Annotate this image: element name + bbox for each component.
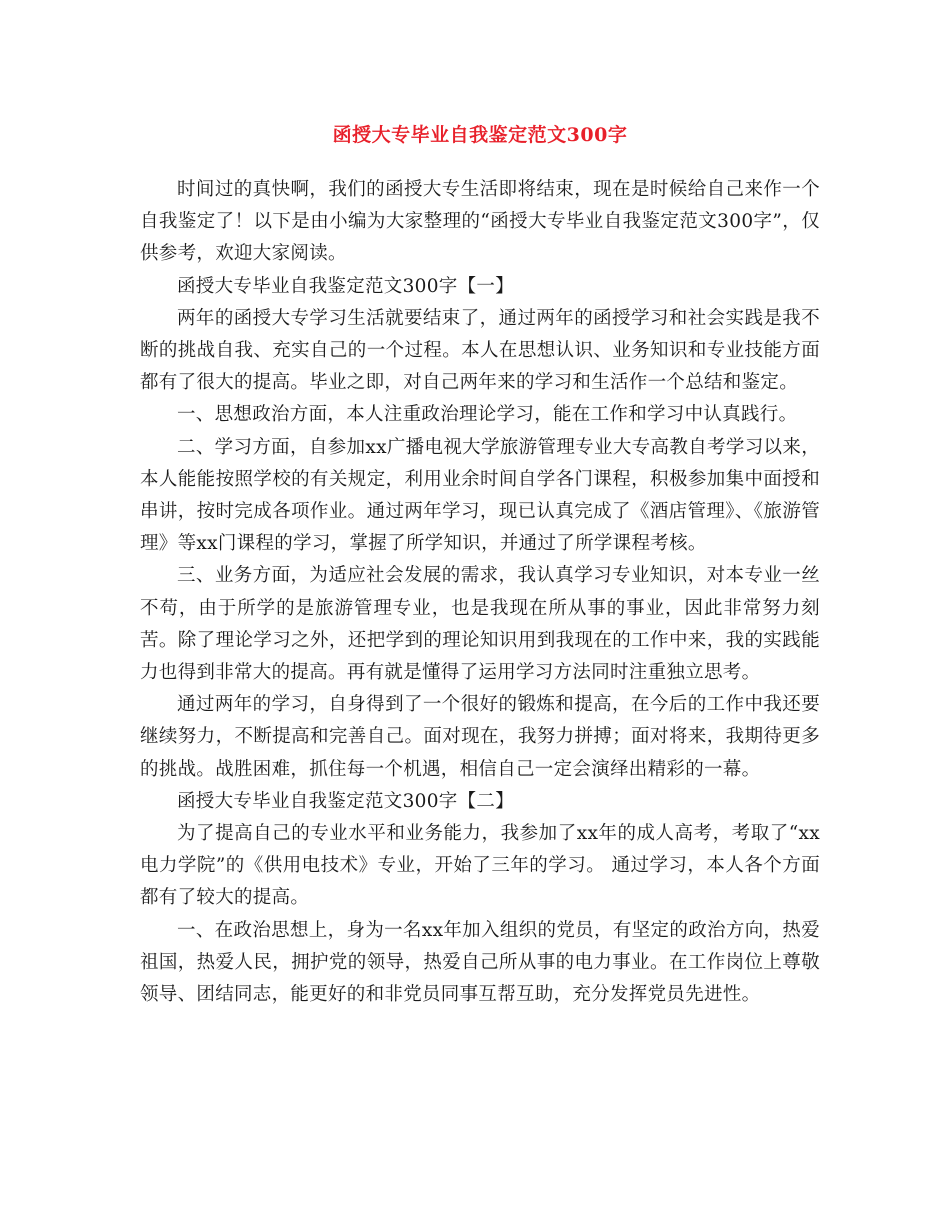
section-heading-2: 函授大专毕业自我鉴定范文300字【二】: [177, 790, 515, 812]
document-page: [140, 120, 820, 1011]
intro-paragraph: 时间过的真快啊，我们的函授大专生活即将结束，现在是时候给自己来作一个自我鉴定了！以下是由小编为大家整理的“函授大专毕业自我鉴定范文300字”，仅供参考，欢迎大家阅读。: [140, 179, 820, 265]
body-paragraph: 一、在政治思想上，身为一名xx年加入组织的党员，有坚定的政治方向，热爱祖国，热爱人民，拥护党的领导，热爱自己所从事的电力事业。在工作岗位上尊敬领导、团结同志，能更好的和非党员同事互帮互助，充分发挥党员先进性。: [140, 919, 820, 1006]
body-paragraph: 为了提高自己的专业水平和业务能力，我参加了xx年的成人高考，考取了“xx电力学院”的《供用电技术》专业，开始了三年的学习。 通过学习，本人各个方面都有了较大的提高。: [140, 823, 820, 909]
body-paragraph: 两年的函授大专学习生活就要结束了，通过两年的函授学习和社会实践是我不断的挑战自我、充实自己的一个过程。本人在思想认识、业务知识和专业技能方面都有了很大的提高。毕业之即，对自己两年来的学习和生活作一个总结和鉴定。: [140, 307, 820, 394]
section-heading-1: 函授大专毕业自我鉴定范文300字【一】: [177, 275, 515, 297]
document-title: 函授大专毕业自我鉴定范文300字: [332, 124, 628, 146]
body-paragraph: 一、思想政治方面，本人注重政治理论学习，能在工作和学习中认真践行。: [177, 404, 798, 426]
body-paragraph: 二、学习方面，自参加xx广播电视大学旅游管理专业大专高教自考学习以来，本人能能按照学校的有关规定，利用业余时间自学各门课程，积极参加集中面授和串讲，按时完成各项作业。通过两年学习，现已认真完成了《酒店管理》、《旅游管理》等xx门课程的学习，掌握了所学知识，并通过了所学课程考核。: [140, 436, 820, 555]
body-paragraph: 三、业务方面，为适应社会发展的需求，我认真学习专业知识，对本专业一丝不苟，由于所学的是旅游管理专业，也是我现在所从事的事业，因此非常努力刻苦。除了理论学习之外，还把学到的理论知识用到我现在的工作中来，我的实践能力也得到非常大的提高。再有就是懂得了运用学习方法同时注重独立思考。: [140, 565, 820, 684]
body-paragraph: 通过两年的学习，自身得到了一个很好的锻炼和提高，在今后的工作中我还要继续努力，不断提高和完善自己。面对现在，我努力拼搏；面对将来，我期待更多的挑战。战胜困难，抓住每一个机遇，相信自己一定会演绎出精彩的一幕。: [140, 694, 820, 780]
